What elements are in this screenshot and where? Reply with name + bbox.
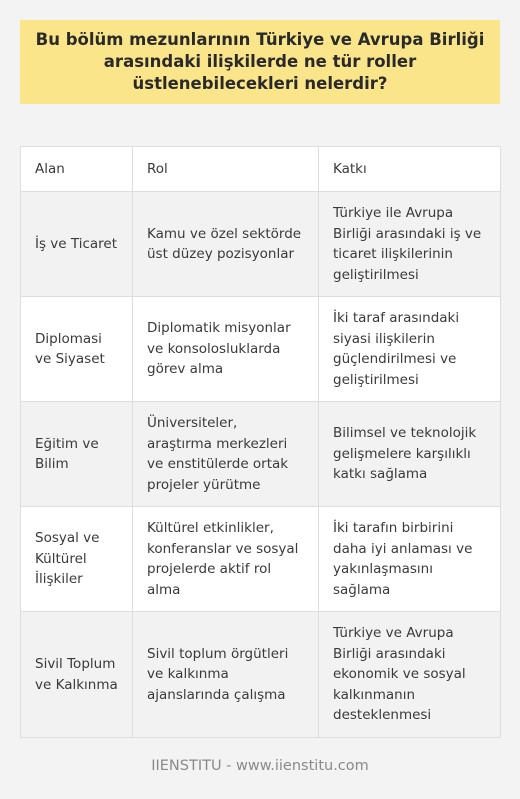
cell-alan: Sosyal ve Kültürel İlişkiler bbox=[21, 507, 133, 612]
cell-rol: Kamu ve özel sektörde üst düzey pozisyonlar bbox=[133, 192, 319, 297]
cell-katki: İki tarafın birbirini daha iyi anlaması ve yakınlaşmasını sağlama bbox=[319, 507, 501, 612]
column-header-katki: Katkı bbox=[319, 147, 501, 192]
column-header-rol: Rol bbox=[133, 147, 319, 192]
title-banner bbox=[20, 20, 500, 104]
roles-table bbox=[20, 146, 501, 738]
cell-alan: Eğitim ve Bilim bbox=[21, 402, 133, 507]
table-row bbox=[21, 402, 501, 507]
cell-katki: Türkiye ile Avrupa Birliği arasındaki iş ve ticaret ilişkilerinin geliştirilmesi bbox=[319, 192, 501, 297]
cell-katki: Bilimsel ve teknolojik gelişmelere karşılıklı katkı sağlama bbox=[319, 402, 501, 507]
cell-rol: Üniversiteler, araştırma merkezleri ve enstitülerde ortak projeler yürütme bbox=[133, 402, 319, 507]
cell-alan: Sivil Toplum ve Kalkınma bbox=[21, 612, 133, 738]
cell-rol: Sivil toplum örgütleri ve kalkınma ajanslarında çalışma bbox=[133, 612, 319, 738]
table-row bbox=[21, 612, 501, 738]
page-title: Bu bölüm mezunlarının Türkiye ve Avrupa Birliği arasındaki ilişkilerde ne tür roller üstlenebilecekleri nelerdir? bbox=[35, 30, 485, 93]
cell-alan: Diplomasi ve Siyaset bbox=[21, 297, 133, 402]
table-row bbox=[21, 192, 501, 297]
table-row bbox=[21, 507, 501, 612]
cell-katki: Türkiye ve Avrupa Birliği arasındaki ekonomik ve sosyal kalkınmanın desteklenmesi bbox=[319, 612, 501, 738]
footer-credit: IIENSTITU - www.iienstitu.com bbox=[151, 758, 369, 774]
table-header-row bbox=[21, 147, 501, 192]
cell-rol: Diplomatik misyonlar ve konsolosluklarda görev alma bbox=[133, 297, 319, 402]
column-header-alan: Alan bbox=[21, 147, 133, 192]
cell-rol: Kültürel etkinlikler, konferanslar ve sosyal projelerde aktif rol alma bbox=[133, 507, 319, 612]
cell-alan: İş ve Ticaret bbox=[21, 192, 133, 297]
cell-katki: İki taraf arasındaki siyasi ilişkilerin güçlendirilmesi ve geliştirilmesi bbox=[319, 297, 501, 402]
table-row bbox=[21, 297, 501, 402]
